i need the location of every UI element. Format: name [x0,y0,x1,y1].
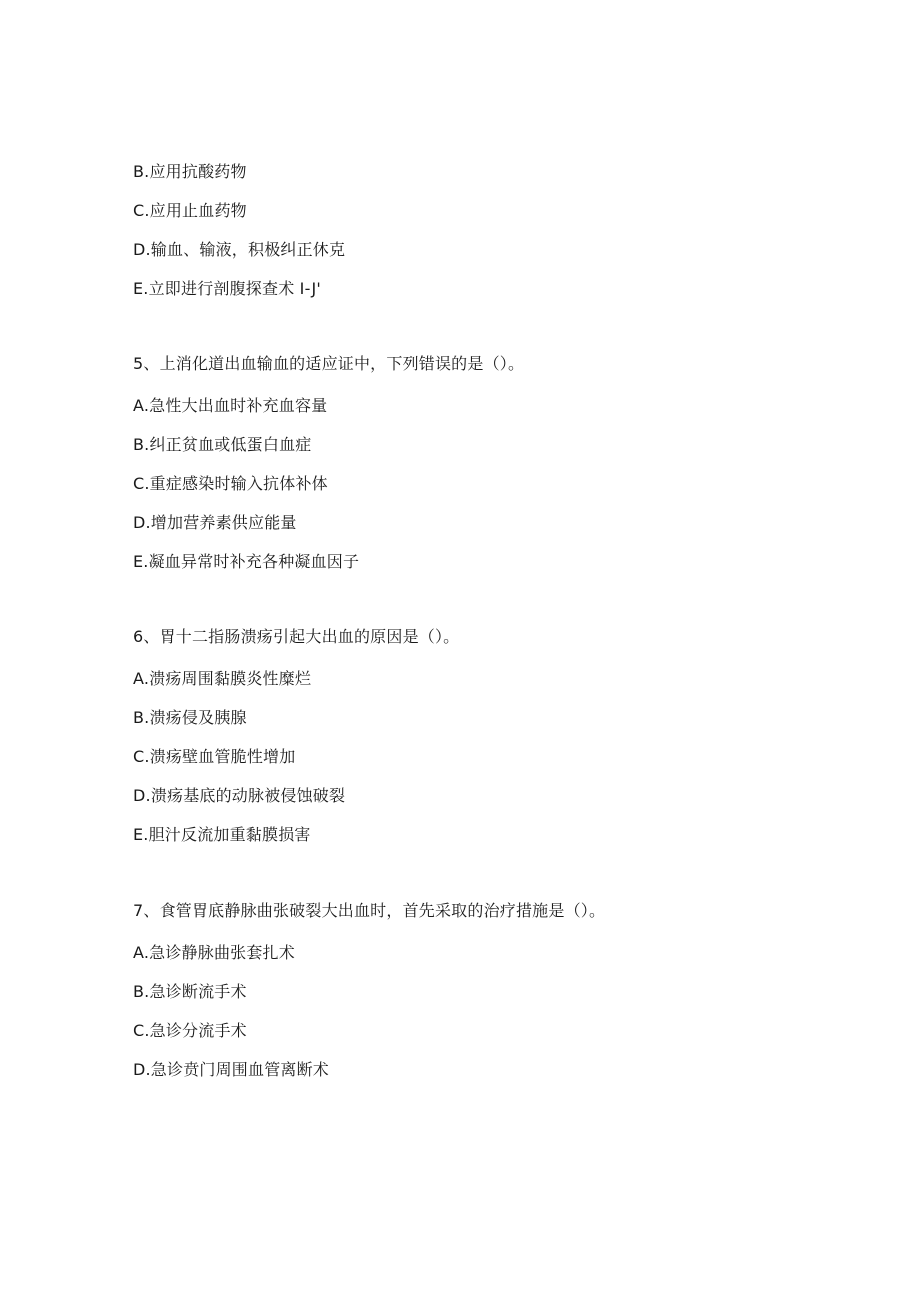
q5-stem: 5、上消化道出血输血的适应证中，下列错误的是（）。 [133,354,525,373]
q7-option-a: A.急诊静脉曲张套扎术 [133,943,295,962]
q7-option-c: C.急诊分流手术 [133,1021,247,1040]
q6-stem: 6、胃十二指肠溃疡引起大出血的原因是（）。 [133,627,460,646]
q4-option-b: B.应用抗酸药物 [133,162,247,181]
q5-option-d: D.增加营养素供应能量 [133,513,297,532]
q5-option-e: E.凝血异常时补充各种凝血因子 [133,552,360,571]
q5-option-a: A.急性大出血时补充血容量 [133,396,328,415]
q5-option-b: B.纠正贫血或低蛋白血症 [133,435,312,454]
q6-option-a: A.溃疡周围黏膜炎性糜烂 [133,669,312,688]
q4-option-c: C.应用止血药物 [133,201,247,220]
q5-option-c: C.重症感染时输入抗体补体 [133,474,328,493]
q4-option-e: E.立即进行剖腹探查术 I-J' [133,279,321,298]
q6-option-c: C.溃疡壁血管脆性增加 [133,747,296,766]
q4-option-d: D.输血、输液，积极纠正休克 [133,240,346,259]
q7-stem: 7、食管胃底静脉曲张破裂大出血时，首先采取的治疗措施是（）。 [133,901,606,920]
q6-option-e: E.胆汁反流加重黏膜损害 [133,825,311,844]
q7-option-d: D.急诊贲门周围血管离断术 [133,1060,330,1079]
q6-option-d: D.溃疡基底的动脉被侵蚀破裂 [133,786,346,805]
q7-option-b: B.急诊断流手术 [133,982,247,1001]
q6-option-b: B.溃疡侵及胰腺 [133,708,247,727]
